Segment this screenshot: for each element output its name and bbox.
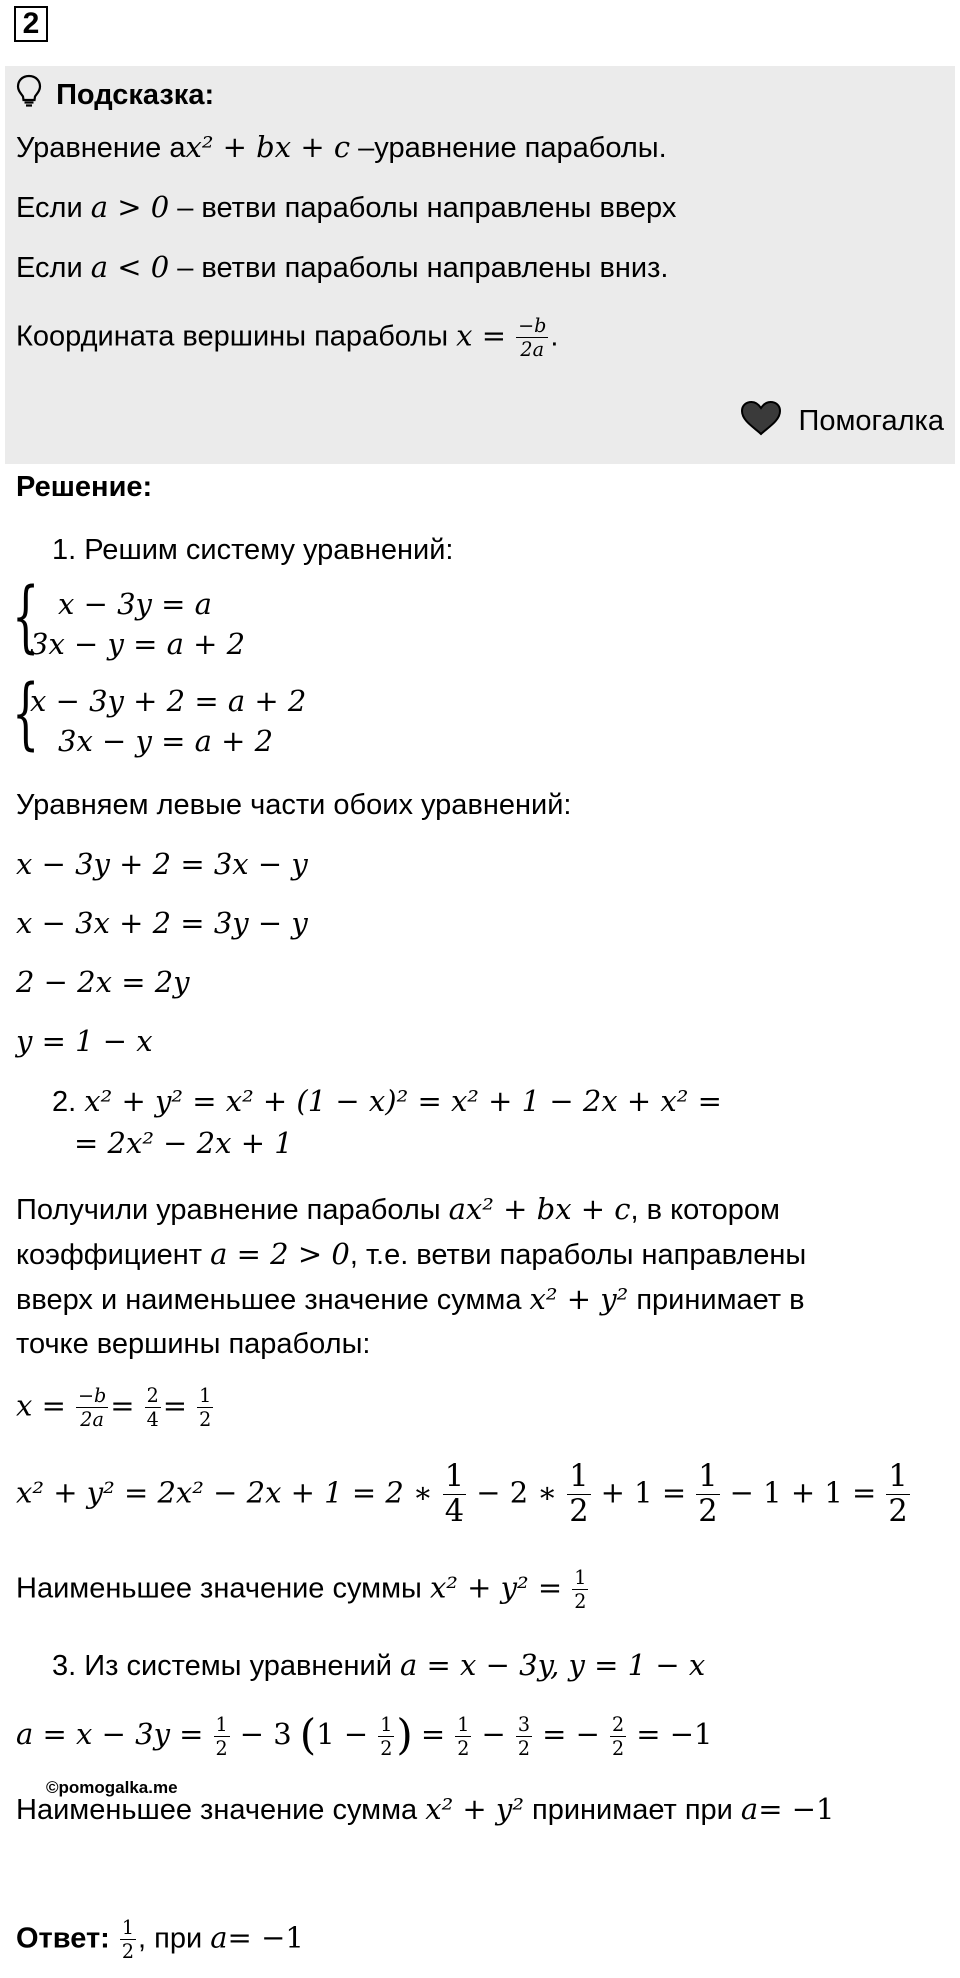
answer-line: Ответ: $\frac{1}{2}$ , при a= −1 xyxy=(16,1916,304,1964)
step-1: 1. Решим систему уравнений: xyxy=(52,534,454,566)
hint-line-3-prefix: Если xyxy=(16,252,91,284)
answer-fraction: $\frac{1}{2}$ xyxy=(121,1916,135,1964)
equation-3: 2 − 2x = 2y xyxy=(16,965,190,999)
hint-line-2 xyxy=(16,190,676,226)
step-2 xyxy=(52,1084,722,1120)
step-2-number: 2. xyxy=(52,1086,77,1118)
hint-line-1-suffix: –уравнение параболы. xyxy=(358,132,667,164)
step-2-equation-b: = 2x² − 2x + 1 xyxy=(74,1126,293,1160)
paragraph-line-4: точке вершины параболы: xyxy=(16,1328,371,1360)
paragraph-line-3: вверх и наименьшее значение сумма x² + y² принимает в xyxy=(16,1282,805,1316)
step-3: 3. Из системы уравнений a = x − 3y, y = 1 − x xyxy=(52,1648,706,1682)
system-1-brace: { xyxy=(12,572,40,662)
solution-title: Решение: xyxy=(16,471,153,503)
system-2-brace: { xyxy=(12,669,40,759)
system-1-eq2: 3x − y = a + 2 xyxy=(30,627,246,661)
hint-line-3-suffix: – ветви параболы направлены вниз. xyxy=(169,252,669,284)
hint-line-1-text: Уравнение a xyxy=(16,132,186,164)
heart-icon xyxy=(740,400,782,445)
hint-line-1-math: x² + bx + c xyxy=(185,130,351,164)
brand-row xyxy=(740,400,944,445)
hint-line-4-prefix: Координата вершины параболы xyxy=(16,320,457,353)
brand-label: Помогалка xyxy=(798,405,944,437)
hint-line-3-math: a < 0 xyxy=(90,250,170,284)
equate-text: Уравняем левые части обоих уравнений: xyxy=(16,789,572,821)
watermark: ©pomogalka.me xyxy=(46,1778,178,1797)
system-2-eq1: x − 3y + 2 = a + 2 xyxy=(30,684,307,718)
final-statement: Наименьшее значение сумма x² + y² принимает при a= −1 xyxy=(16,1792,835,1826)
hint-line-2-math: a > 0 xyxy=(90,190,170,224)
sum-calculation: x² + y² = 2x² − 2x + 1 = 2 ∗ $\frac{1}{4}$ − 2 ∗ $\frac{1}{2}$ + 1 = $\frac{1}{2}$ − 1 + 1 = $\frac{1}{2}$ xyxy=(16,1459,908,1530)
vertex-calculation: x = $\frac{-b}{2a}$ = $\frac{2}{4}$ = $\frac{1}{2}$ xyxy=(16,1384,212,1432)
step-2-equation-a: x² + y² = x² + (1 − x)² = x² + 1 − 2x + x² = xyxy=(84,1084,722,1118)
system-2-eq2: 3x − y = a + 2 xyxy=(58,724,274,758)
task-number: 2 xyxy=(14,6,48,42)
hint-line-2-prefix: Если xyxy=(16,192,91,224)
hint-vertex-fraction: $\frac{-b}{2a}$ xyxy=(518,314,547,362)
system-1-eq1: x − 3y = a xyxy=(58,587,212,621)
equation-1: x − 3y + 2 = 3x − y xyxy=(16,847,308,881)
answer-label: Ответ: xyxy=(16,1922,110,1955)
equation-4: y = 1 − x xyxy=(16,1024,153,1058)
min-sum-line: Наименьшее значение суммы x² + y² = $\frac{1}{2}$ xyxy=(16,1566,587,1614)
paragraph-line-2: коэффициент a = 2 > 0, т.е. ветви параболы направлены xyxy=(16,1237,807,1271)
paragraph-line-1: Получили уравнение параболы ax² + bx + c, в котором xyxy=(16,1192,780,1226)
lightbulb-icon xyxy=(16,74,42,117)
hint-line-3 xyxy=(16,250,668,286)
hint-line-4-math: x = xyxy=(456,318,506,353)
a-calculation: a = x − 3y = $\frac{1}{2}$ − 3 (1 − $\frac{1}{2}$ ) = $\frac{1}{2}$ − $\frac{3}{2}$ = − $\frac{2}{2}$ = −1 xyxy=(16,1710,713,1760)
hint-line-2-suffix: – ветви параболы направлены вверх xyxy=(169,192,677,224)
hint-title: Подсказка: xyxy=(56,79,215,111)
hint-line-4: Координата вершины параболы x = $\frac{-b}{2a}$ . xyxy=(16,314,559,362)
hint-title-row xyxy=(16,74,214,117)
equation-2: x − 3x + 2 = 3y − y xyxy=(16,906,308,940)
hint-line-1 xyxy=(16,130,667,166)
